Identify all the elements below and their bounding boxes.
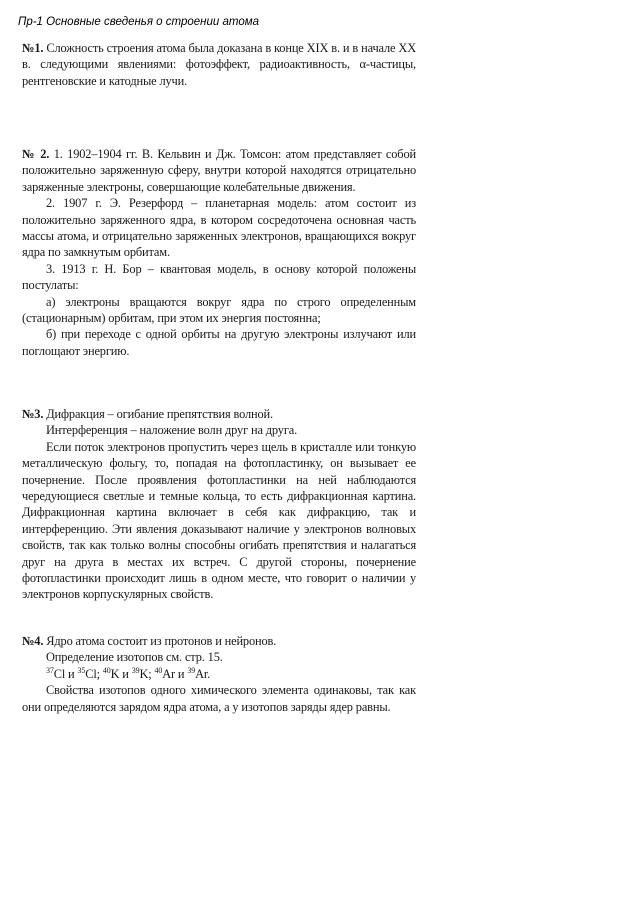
section-3-para-1-text: Дифракция – огибание препятствия волной. <box>46 407 273 421</box>
isotope-symbol: Ar. <box>195 666 211 681</box>
isotope-symbol: Ar и <box>162 666 188 681</box>
section-2-para-3: 3. 1913 г. Н. Бор – квантовая модель, в основу которой положены постулаты: <box>22 261 416 293</box>
section-2-para-4: а) электроны вращаются вокруг ядра по строго определенным (стационарным) орбитам, при этом их энергия постоянна; <box>22 294 416 326</box>
section-3 <box>22 406 416 603</box>
isotope-symbol: Cl и <box>53 666 78 681</box>
isotope-symbol: K; <box>139 666 155 681</box>
section-4-para-1 <box>22 633 416 649</box>
section-2 <box>22 146 416 359</box>
section-3-para-3: Если поток электронов пропустить через щель в кристалле или тонкую металлическую фольгу, то, попадая на фотопластинку, он вызывает ее почернение. После проявления фотопластинки на ней наблюдаются чередующиеся светлые и темные кольца, то есть дифракционная картина. Дифракционная картина включает в себя как дифракцию, так и интерференцию. Эти явления доказывают наличие у электронов волновых свойств, так как только волны способны огибать препятствия и налагаться друг на друга в местах их встреч. С другой стороны, почернение фотопластинки происходит лишь в одном месте, что говорит о наличии у электронов корпускулярных свойств. <box>22 439 416 602</box>
section-1-number: №1. <box>22 41 44 55</box>
section-4 <box>22 633 416 715</box>
section-4-para-1-text: Ядро атома состоит из протонов и нейронов. <box>46 634 277 648</box>
isotope-symbol: K и <box>110 666 132 681</box>
section-3-para-2: Интерференция – наложение волн друг на друга. <box>46 423 298 438</box>
section-1-text <box>22 40 416 89</box>
section-3-para-1 <box>22 406 416 422</box>
section-2-para-1 <box>22 146 416 195</box>
section-3-number: №3. <box>22 407 44 421</box>
section-1-body: Сложность строения атома была доказана в конце XIX в. и в начале XX в. следующими явлениями: фотоэффект, радиоактивность, α-частицы, рентгеновские и катодные лучи. <box>22 41 416 88</box>
section-4-para-3: Свойства изотопов одного химического элемента одинаковы, так как они определяются зарядом ядра атома, а у изотопов заряды ядер равны. <box>22 683 416 714</box>
section-1 <box>22 40 416 89</box>
section-2-para-5: б) при переходе с одной орбиты на другую электроны излучают или поглощают энергию. <box>22 327 416 358</box>
section-2-para-2: 2. 1907 г. Э. Резерфорд – планетарная модель: атом состоит из положительно заряженного ядра, в котором сосредоточена основная часть массы атома, и отрицательно заряженных электронов, вращающихся вокруг ядра по замкнутым орбитам. <box>22 196 416 260</box>
page-header: Пр-1 Основные сведенья о строении атома <box>18 16 260 28</box>
section-4-number: №4. <box>22 634 44 648</box>
isotope-symbol: Cl; <box>85 666 103 681</box>
section-2-number: № 2. <box>22 147 50 161</box>
section-4-para-2: Определение изотопов см. стр. 15. <box>46 650 223 665</box>
section-2-para-1-text: 1. 1902–1904 гг. В. Кельвин и Дж. Томсон: атом представляет собой положительно заряженную сферу, внутри которой находятся отрицательно заряженные электроны, совершающие колебательные движения. <box>22 147 416 194</box>
mass-number: 37 <box>46 665 54 675</box>
isotope-list <box>22 666 416 682</box>
mass-number: 40 <box>154 665 163 675</box>
mass-number: 39 <box>131 665 140 675</box>
mass-number: 35 <box>77 665 86 675</box>
mass-number: 39 <box>187 665 196 675</box>
mass-number: 40 <box>102 665 111 675</box>
